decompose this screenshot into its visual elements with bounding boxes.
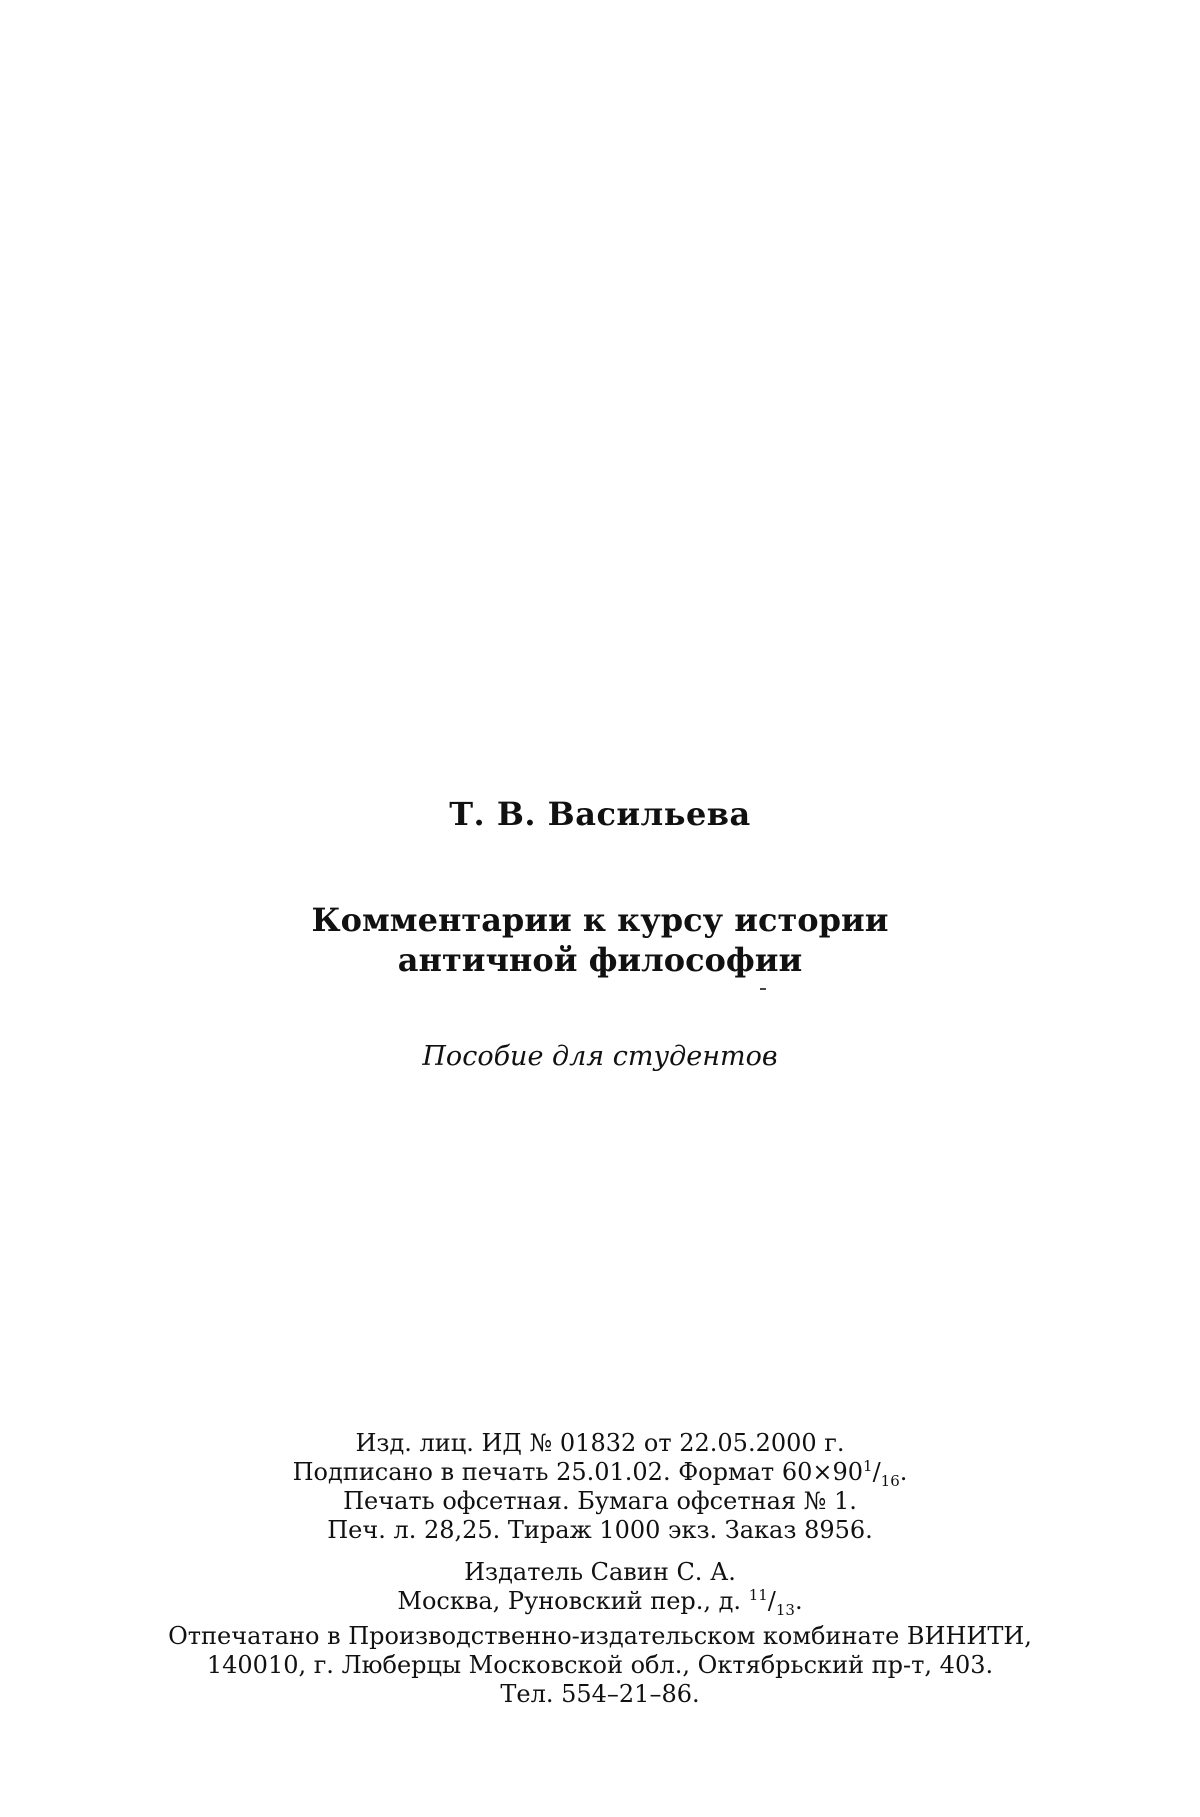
signed-to-print (0, 1457, 1200, 1490)
book-title-line-1: Комментарии к курсу истории (311, 901, 889, 939)
publisher-address-end: . (794, 1587, 803, 1615)
signed-to-print-end: . (899, 1458, 908, 1486)
author-name: Т. В. Васильева (449, 795, 751, 833)
print-and-paper: Печать офсетная. Бумага офсетная № 1. (343, 1487, 857, 1515)
printer-address: 140010, г. Люберцы Московской обл., Октябрьский пр-т, 403. (206, 1651, 994, 1679)
format-fraction-denominator: 16 (880, 1471, 900, 1490)
print-speck (760, 988, 766, 990)
publisher-license: Изд. лиц. ИД № 01832 от 22.05.2000 г. (355, 1429, 845, 1457)
format-fraction-slash: / (872, 1458, 881, 1486)
printer-phone: Тел. 554–21–86. (500, 1680, 700, 1708)
format-fraction-numerator: 1 (863, 1457, 873, 1475)
signed-to-print-text: Подписано в печать 25.01.02. Формат 60×90 (292, 1458, 864, 1486)
book-title-line-2: античной философии (397, 941, 803, 979)
publisher-name: Издатель Савин С. А. (464, 1558, 736, 1586)
publisher-address (0, 1586, 1200, 1619)
house-fraction-denominator: 13 (775, 1600, 795, 1619)
publisher-address-text: Москва, Руновский пер., д. (397, 1587, 749, 1615)
sheets-and-run: Печ. л. 28,25. Тираж 1000 экз. Заказ 8956. (327, 1516, 873, 1544)
house-fraction-slash: / (767, 1587, 776, 1615)
house-fraction-numerator: 11 (748, 1586, 768, 1604)
book-subtitle: Пособие для студентов (422, 1041, 778, 1072)
printed-at: Отпечатано в Производственно-издательском комбинате ВИНИТИ, (168, 1622, 1032, 1650)
